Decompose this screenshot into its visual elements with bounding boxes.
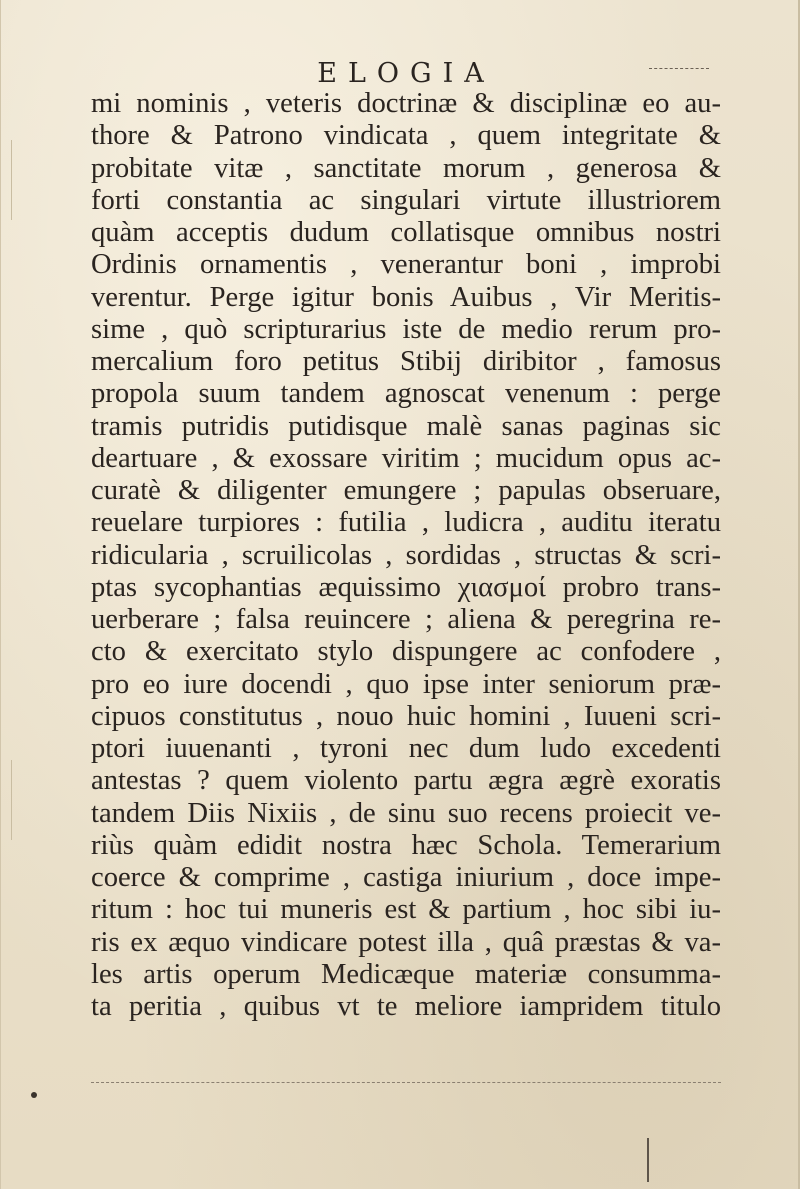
running-head: ELOGIA (317, 58, 495, 89)
page-edge-mark (11, 760, 12, 840)
text-line: Ordinis ornamentis , venerantur boni , improbi (91, 249, 721, 281)
text-line: cipuos constitutus , nouo huic homini , Iuueni scri- (91, 700, 721, 732)
text-line: tramis putridis putidisque malè sanas paginas sic (91, 410, 721, 442)
ink-blot (31, 1092, 37, 1098)
text-line: thore & Patrono vindicata , quem integritate & (91, 120, 721, 152)
text-line: quàm acceptis dudum collatisque omnibus nostri (91, 217, 721, 248)
text-line: mercalium foro petitus Stibij diribitor , famosus (91, 346, 721, 377)
text-line: curatè & diligenter emungere ; papulas obseruare, (91, 475, 721, 506)
head-ornament-rule (649, 68, 709, 69)
text-line: ta peritia , quibus vt te meliore iampridem titulo (91, 991, 721, 1022)
text-line: verentur. Perge igitur bonis Auibus , Vir Meritis- (91, 281, 721, 313)
text-line: antestas ? quem violento partu ægra ægrè exoratis (91, 765, 721, 797)
text-line: ritum : hoc tui muneris est & partium , hoc sibi iu- (91, 894, 721, 926)
text-line: ris ex æquo vindicare potest illa , quâ præstas & va- (91, 926, 721, 958)
text-line: pro eo iure docendi , quo ipse inter seniorum præ- (91, 668, 721, 700)
text-line: reuelare turpiores : futilia , ludicra , auditu iteratu (91, 507, 721, 539)
text-line: mi nominis , veteris doctrinæ & disciplinæ eo au- (91, 88, 721, 119)
text-line: ridicularia , scruilicolas , sordidas , structas & scri- (91, 539, 721, 571)
text-line: tandem Diis Nixiis , de sinu suo recens proiecit ve- (91, 797, 721, 829)
text-line: coerce & comprime , castiga iniurium , doce impe- (91, 862, 721, 893)
text-line: forti constantia ac singulari virtute illustriorem (91, 184, 721, 216)
text-line: uerberare ; falsa reuincere ; aliena & peregrina re- (91, 604, 721, 635)
text-line: riùs quàm edidit nostra hæc Schola. Temerarium (91, 829, 721, 861)
text-line: cto & exercitato stylo dispungere ac confodere , (91, 636, 721, 668)
text-line: les artis operum Medicæque materiæ consumma- (91, 958, 721, 990)
page-edge-mark (11, 140, 12, 220)
gutter-mark (647, 1138, 649, 1182)
text-line: ptas sycophantias æquissimo χιασμοί probro trans- (91, 571, 721, 603)
catchword-rule (91, 1082, 721, 1083)
text-line: ptori iuuenanti , tyroni nec dum ludo excedenti (91, 733, 721, 764)
body-text (91, 88, 721, 1023)
text-line: deartuare , & exossare viritim ; mucidum opus ac- (91, 442, 721, 474)
text-line: probitate vitæ , sanctitate morum , generosa & (91, 152, 721, 184)
text-line: propola suum tandem agnoscat venenum : perge (91, 378, 721, 410)
text-line: sime , quò scripturarius iste de medio rerum pro- (91, 313, 721, 345)
